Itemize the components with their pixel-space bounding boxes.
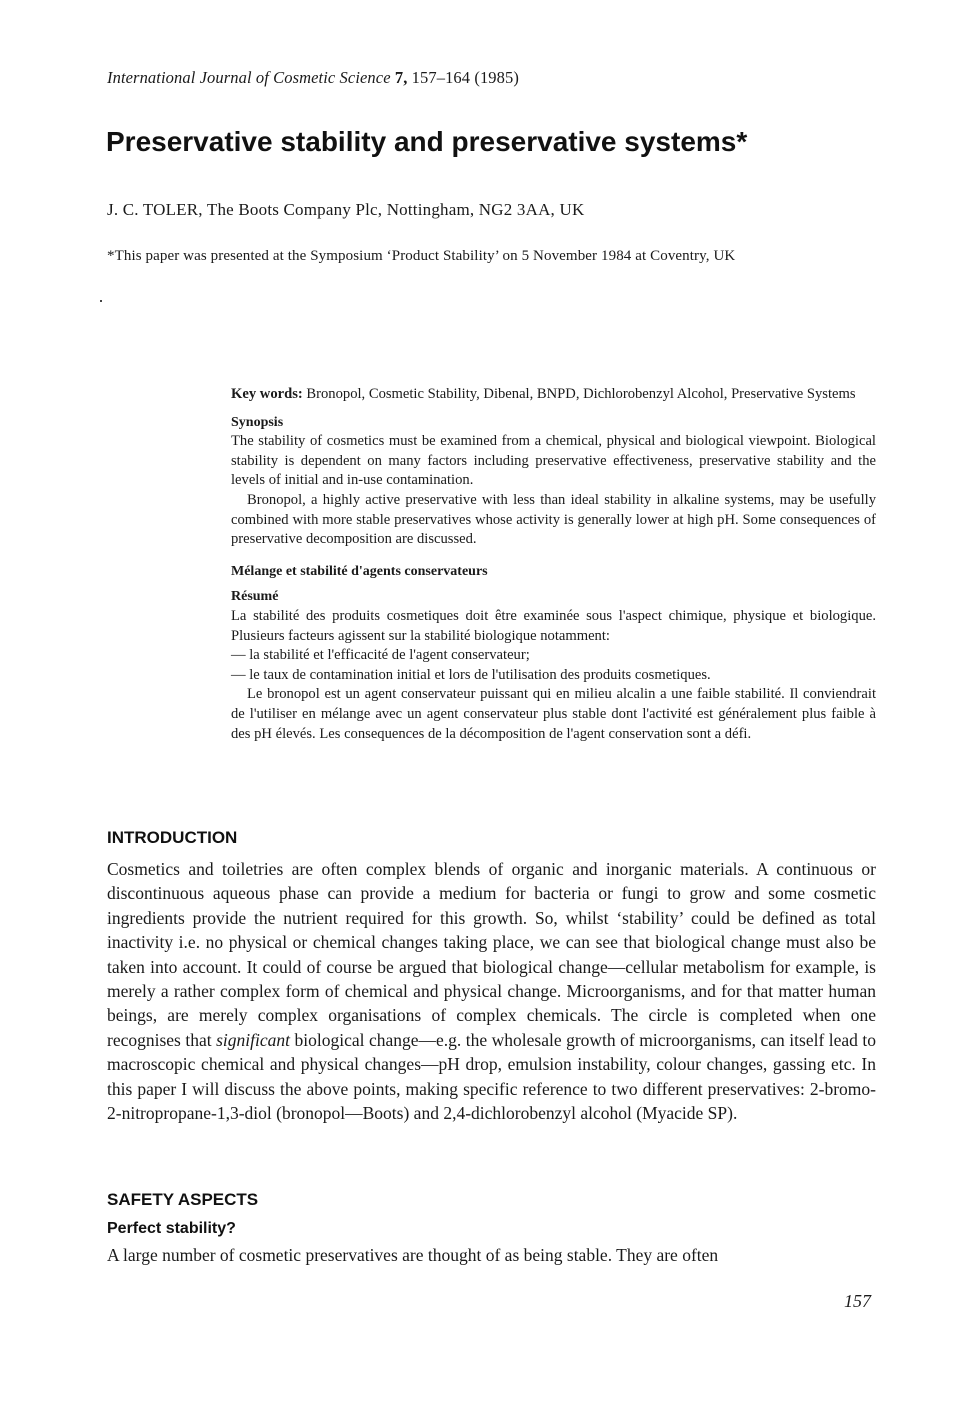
safety-aspects-heading: SAFETY ASPECTS [107, 1190, 259, 1209]
resume-dash-item-2: — le taux de contamination initial et lors de l'utilisation des produits cosmetiques. [231, 666, 711, 683]
abstract-block [231, 385, 876, 744]
introduction-paragraph [107, 857, 876, 1125]
journal-volume: 7, [394, 68, 408, 87]
introduction-heading: INTRODUCTION [107, 828, 238, 847]
page-number: 157 [844, 1291, 871, 1311]
author-affiliation: J. C. TOLER, The Boots Company Plc, Nottingham, NG2 3AA, UK [107, 200, 585, 219]
introduction-text-part-2: biological change—e.g. the wholesale growth of microorganisms, can itself lead to macroscopic chemical and physical changes—pH drop, emulsion instability, colour changes, gassing etc. In this paper I will discuss the above points, making specific reference to two different preservatives: 2-bromo-2-nitropropane-1,3-diol (bronopol—Boots) and 2,4-dichlorobenzyl alcohol (Myacide SP). [107, 1029, 877, 1124]
introduction-italic-word: significant [216, 1029, 290, 1050]
journal-citation [107, 68, 519, 88]
perfect-stability-subheading: Perfect stability? [107, 1220, 236, 1237]
stray-mark [100, 300, 102, 302]
keywords-text: Bronopol, Cosmetic Stability, Dibenal, BNPD, Dichlorobenzyl Alcohol, Preservative Systems [306, 386, 856, 402]
journal-name: International Journal of Cosmetic Science [107, 68, 391, 87]
resume-heading: Résumé [231, 589, 279, 605]
introduction-text-part-1: Cosmetics and toiletries are often complex blends of organic and inorganic materials. A continuous or discontinuous aqueous phase can provide a medium for bacteria or fungi to grow and some cosmetic ingredients provide the nutrient required for this growth. So, whilst ‘stability’ could be defined as total inactivity i.e. no physical or chemical changes taking place, we can see that biological change must also be taken into account. It could of course be argued that biological change—cellular metabolism for example, is merely a rather complex form of chemical and physical change. Microorganisms, and for that matter human beings, are merely complex organisations of complex chemicals. The circle is completed when one recognises that [107, 859, 876, 1050]
french-title: Mélange et stabilité d'agents conservateurs [231, 563, 488, 579]
synopsis-paragraph-2: Bronopol, a highly active preservative with less than ideal stability in alkaline systems, may be usefully combined with more stable preservatives whose activity is generally lower at high pH. Some consequences of preservative decomposition are discussed. [231, 491, 876, 548]
keywords [231, 385, 876, 405]
keywords-label: Key words: [231, 386, 303, 402]
article-title: Preservative stability and preservative systems* [106, 126, 748, 157]
resume-dash-item-1: — la stabilité et l'efficacité de l'agent conservateur; [231, 647, 530, 664]
resume-paragraph-2: Le bronopol est un agent conservateur puissant qui en milieu alcalin a une faible stabilité. Il conviendrait de l'utiliser en mélange avec un agent conservateur plus stable dont l'activité est généralement plus faible à des pH élevés. Les consequences de la décomposition de l'agent conservation sont a défi. [231, 686, 876, 742]
synopsis-heading: Synopsis [231, 414, 284, 430]
presentation-footnote: *This paper was presented at the Symposium ‘Product Stability’ on 5 November 1984 at Coventry, UK [107, 248, 736, 264]
perfect-stability-paragraph: A large number of cosmetic preservatives are thought of as being stable. They are often [107, 1245, 719, 1265]
journal-pages-year: 157–164 (1985) [411, 68, 519, 87]
resume-paragraph-1: La stabilité des produits cosmetiques doit être examinée sous l'aspect chimique, physique et biologique. Plusieurs facteurs agissent sur la stabilité biologique notamment: [231, 607, 876, 644]
synopsis-paragraph-1: The stability of cosmetics must be examined from a chemical, physical and biological viewpoint. Biological stability is dependent on many factors including preservative effectiveness, preservative stability and the levels of initial and in-use contamination. [231, 433, 876, 489]
